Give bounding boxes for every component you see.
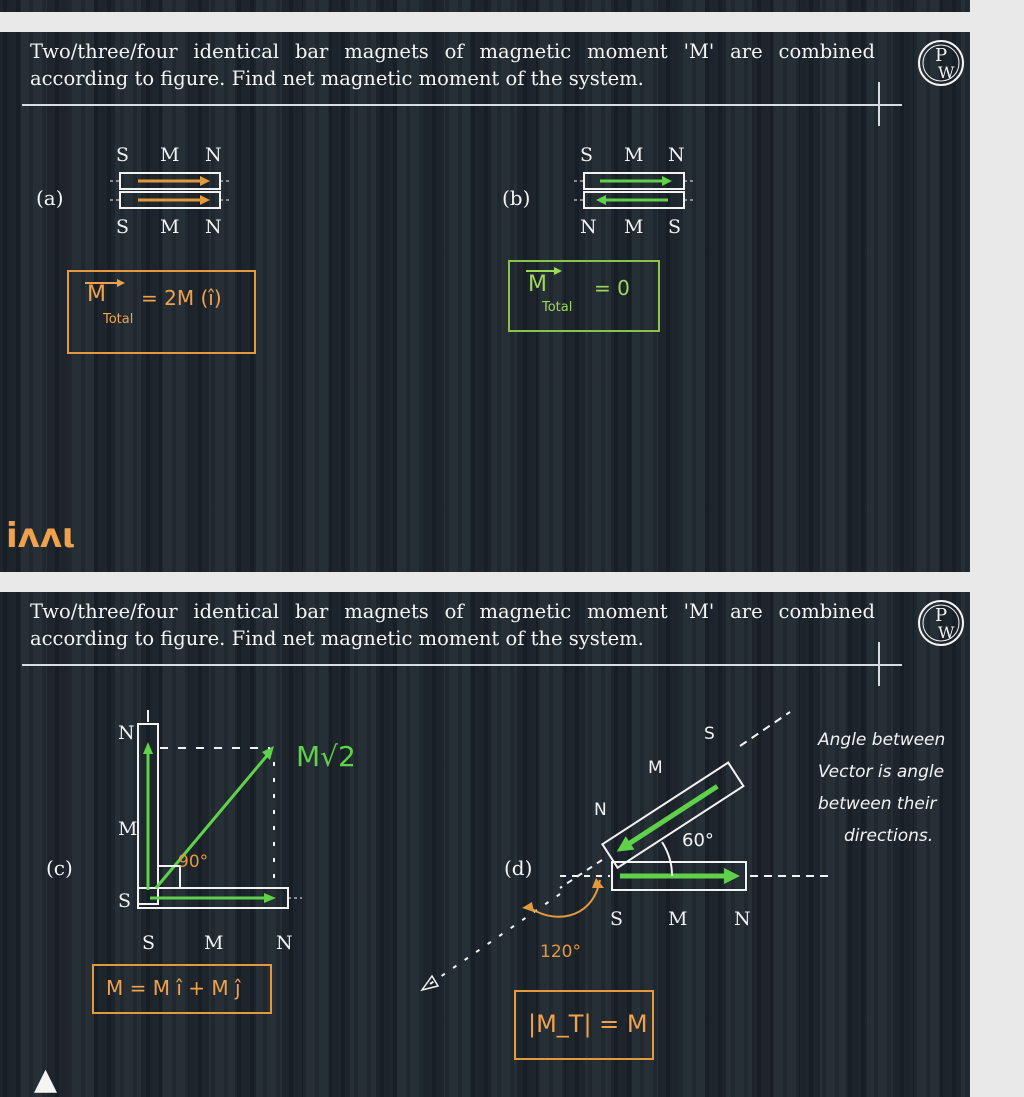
part-a-bottom-pole-m: M — [160, 216, 180, 238]
logo-letter-w: W — [938, 63, 955, 82]
part-a-answer-value: = 2M (î) — [141, 286, 222, 310]
part-a-top-pole-m: M — [160, 144, 180, 166]
part-b-bottom-pole-n: N — [580, 216, 597, 238]
part-b-bottom-pole-s: S — [668, 216, 682, 238]
part-a-answer-box — [67, 270, 256, 354]
part-d-magnets-diagram — [410, 702, 840, 1022]
part-d-label: (d) — [504, 856, 533, 880]
angle-note-line-3: between their — [818, 794, 937, 814]
pw-logo-icon — [916, 598, 966, 648]
question-text: Two/three/four identical bar magnets of magnetic moment 'M' are combined according to figure. Find net magnetic moment of the system. — [30, 600, 875, 650]
slide-1 — [0, 32, 970, 572]
part-c-magnets-diagram — [130, 710, 310, 930]
part-a-magnets-diagram — [108, 170, 238, 216]
part-b-top-pole-s: S — [580, 144, 594, 166]
previous-slide-strip — [0, 0, 970, 12]
part-c-vertical-pole-s: S — [118, 890, 132, 912]
part-c-horizontal-pole-s: S — [142, 932, 156, 954]
part-c-horizontal-pole-m: M — [204, 932, 224, 954]
part-b-label: (b) — [502, 186, 531, 210]
corner-mark-icon: ▲ — [34, 1062, 58, 1097]
part-d-slanted-pole-n: N — [594, 800, 607, 820]
part-b-answer-box — [508, 260, 660, 332]
part-b-answer-subscript: Total — [542, 300, 573, 315]
divider-tick — [878, 82, 880, 126]
part-c-label: (c) — [46, 856, 73, 880]
part-d-answer: |M_T| = M — [528, 1010, 648, 1038]
angle-note-line-4: directions. — [844, 826, 934, 846]
part-a-bottom-pole-s: S — [116, 216, 130, 238]
angle-note-line-2: Vector is angle — [818, 762, 945, 782]
part-b-magnets-diagram — [572, 170, 702, 216]
slide-2 — [0, 592, 970, 1097]
part-d-horizontal-pole-s: S — [610, 908, 624, 930]
part-c-horizontal-pole-n: N — [276, 932, 293, 954]
part-b-answer-symbol: M — [528, 272, 547, 297]
part-d-answer-box — [514, 990, 654, 1060]
logo-letter-p: P — [935, 45, 948, 66]
vector-arrow-icon — [85, 278, 125, 288]
angle-note-line-1: Angle between — [818, 730, 946, 750]
divider-line — [22, 664, 902, 666]
part-b-top-pole-n: N — [668, 144, 685, 166]
pw-logo-icon — [916, 38, 966, 88]
angle-note — [818, 724, 945, 852]
part-d-slanted-pole-m: M — [648, 758, 663, 778]
part-c-vertical-pole-n: N — [118, 722, 135, 744]
part-a-top-pole-s: S — [116, 144, 130, 166]
part-a-bottom-pole-n: N — [205, 216, 222, 238]
logo-letter-w: W — [938, 623, 955, 642]
handwritten-scribble: iᴧᴧι — [6, 516, 76, 556]
part-c-angle-label: 90° — [178, 852, 209, 872]
part-a-top-pole-n: N — [205, 144, 222, 166]
part-c-answer: M = M î + M ĵ — [106, 976, 241, 1000]
part-b-top-pole-m: M — [624, 144, 644, 166]
part-c-vertical-pole-m: M — [118, 818, 138, 840]
part-a-label: (a) — [36, 186, 64, 210]
part-a-answer-subscript: Total — [103, 312, 134, 327]
part-c-answer-box — [92, 964, 272, 1014]
vector-arrow-icon — [526, 266, 566, 276]
part-a-answer-symbol: M — [87, 282, 106, 307]
divider-line — [22, 104, 902, 106]
question-text: Two/three/four identical bar magnets of magnetic moment 'M' are combined according to figure. Find net magnetic moment of the system. — [30, 40, 875, 90]
part-d-slanted-pole-s: S — [704, 724, 715, 744]
logo-letter-p: P — [935, 605, 948, 626]
part-d-horizontal-pole-n: N — [734, 908, 751, 930]
part-d-horizontal-pole-m: M — [668, 908, 688, 930]
part-b-answer-value: = 0 — [594, 276, 630, 300]
part-c-resultant-label: M√2 — [296, 740, 356, 773]
part-d-angle-120: 120° — [540, 942, 581, 962]
part-b-bottom-pole-m: M — [624, 216, 644, 238]
part-d-angle-60: 60° — [682, 830, 714, 851]
divider-tick — [878, 642, 880, 686]
